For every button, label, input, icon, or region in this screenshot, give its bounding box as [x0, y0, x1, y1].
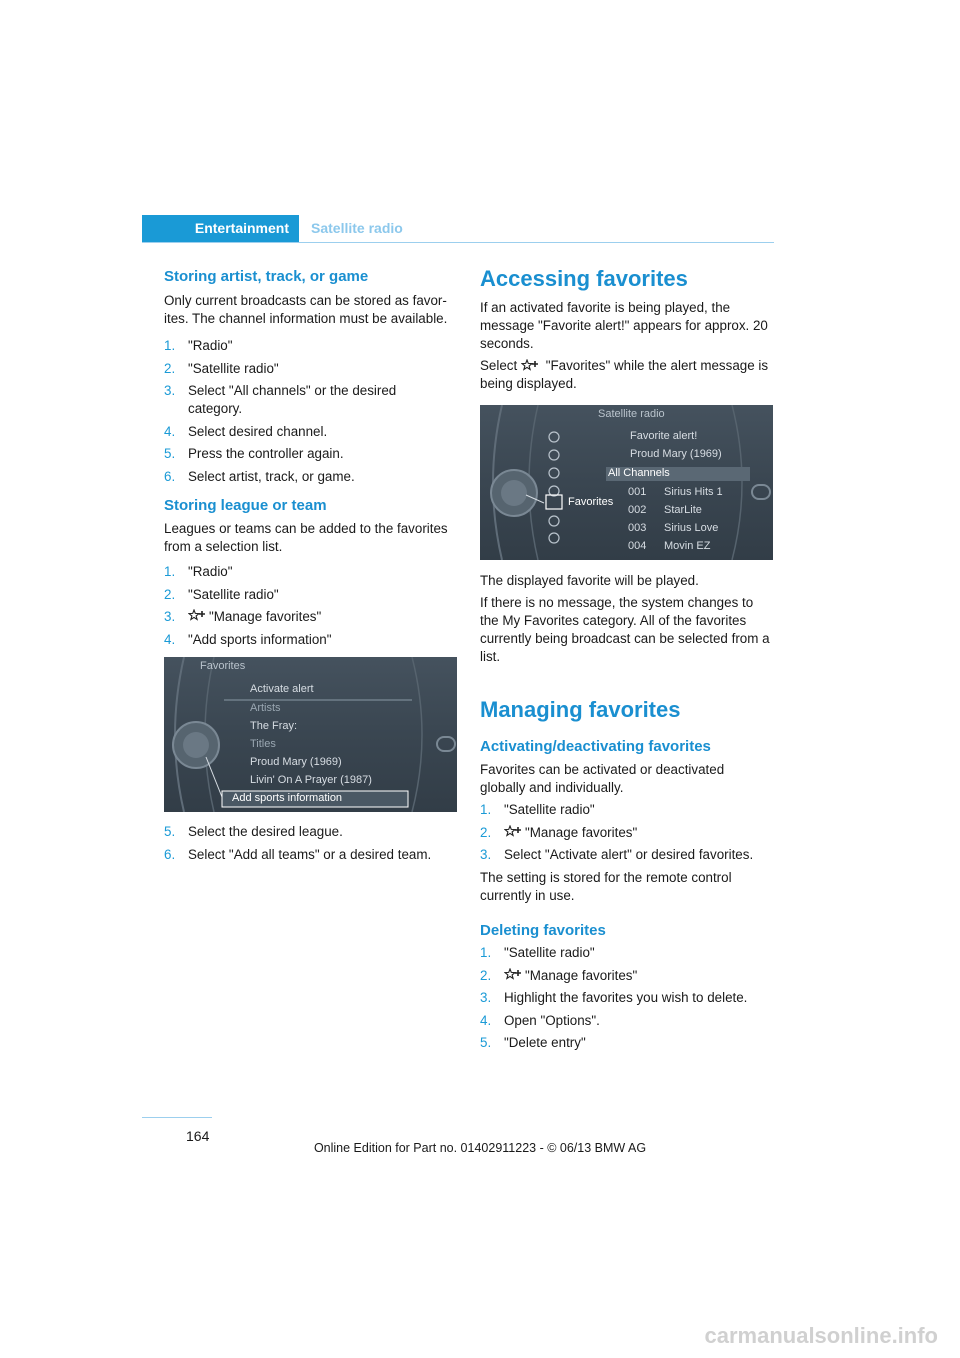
list-item: 5. Select the desired league. [164, 824, 343, 839]
list-item: 4. "Add sports information" [164, 631, 332, 647]
screen-item: Livin' On A Prayer (1987) [250, 774, 372, 786]
list-item: 4. Open "Options". [480, 1012, 600, 1028]
screen-favorites-label: Favorites [568, 496, 614, 508]
list-item: 6. Select "Add all teams" or a desired team. [164, 846, 432, 862]
satellite-radio-screen-image [480, 405, 773, 560]
screen-channel-name: Sirius Hits 1 [664, 486, 723, 498]
favorites-star-icon [504, 967, 522, 979]
heading-storing-league: Storing league or team [164, 497, 327, 514]
storing-league-steps-continued [164, 823, 464, 868]
list-item: 1. "Satellite radio" [480, 945, 595, 960]
heading-deleting: Deleting favorites [480, 922, 606, 939]
screen-item: The Fray: [250, 720, 298, 732]
screen-item: Titles [250, 738, 276, 750]
screen-channel-num: 001 [628, 486, 647, 498]
list-item: 2. "Satellite radio" [164, 586, 279, 602]
screen-item-selected: Add sports information [232, 792, 343, 804]
list-item: 4. Select desired channel. [164, 423, 328, 439]
screen-channel-name: Movin EZ [664, 540, 711, 552]
heading-activating: Activating/deactivating favorites [480, 738, 711, 755]
accessing-p4: If there is no message, the system changes to the My Favorites category. All of the favorites currently being broadcast can be selected from a list. [480, 595, 770, 664]
accessing-p2: Select "Favorites" while the alert message is being displayed. [480, 358, 769, 391]
list-item: 5. Press the controller again. [164, 446, 344, 461]
screen-title: Favorites [200, 660, 246, 672]
footer-rule [142, 1117, 212, 1118]
list-item: 3. Highlight the favorites you wish to delete. [480, 990, 748, 1005]
storing-league-steps [164, 563, 464, 653]
heading-accessing-favorites: Accessing favorites [480, 266, 688, 291]
favorites-star-icon [504, 824, 522, 836]
list-item: 3. Select "Activate alert" or desired favorites. [480, 847, 754, 862]
screen-track: Proud Mary (1969) [630, 448, 722, 460]
screen-alert: Favorite alert! [630, 430, 698, 442]
list-item: 2. "Manage favorites" [480, 824, 638, 840]
watermark: carmanualsonline.info [704, 1323, 938, 1348]
list-item: 6. Select artist, track, or game. [164, 468, 355, 484]
screen-channel-name: StarLite [664, 504, 702, 516]
screen-item: Artists [250, 702, 281, 714]
header-rule [142, 242, 774, 243]
list-item: 1. "Radio" [164, 564, 233, 579]
list-item: 3. "Manage favorites" [164, 609, 322, 624]
deleting-steps [480, 944, 772, 1057]
screen-channel-name: Sirius Love [664, 522, 719, 534]
accessing-p3: The displayed favorite will be played. [480, 573, 699, 588]
activating-intro: Favorites can be activated or deactivated globally and individually. [480, 762, 725, 795]
page-number: 164 [186, 1128, 210, 1144]
controller-graphic [480, 405, 773, 560]
section-tab: Entertainment [142, 215, 299, 242]
screen-item: Activate alert [250, 683, 314, 695]
favorites-screen-image [164, 657, 457, 812]
screen-item: Proud Mary (1969) [250, 756, 342, 768]
list-item: 1. "Satellite radio" [480, 802, 595, 817]
screen-channel-num: 003 [628, 522, 647, 534]
subsection-label: Satellite radio [311, 220, 403, 236]
list-item: 5. "Delete entry" [480, 1035, 586, 1050]
list-item: 1. "Radio" [164, 338, 233, 353]
heading-storing-artist: Storing artist, track, or game [164, 268, 369, 285]
accessing-p1: If an activated favorite is being played, the message "Favorite alert!" appears for approx. 20 seconds. [480, 300, 768, 351]
list-item: 3. Select "All channels" or the desired category. [164, 383, 397, 416]
list-item: 2. "Satellite radio" [164, 360, 279, 376]
activating-note: The setting is stored for the remote control currently in use. [480, 870, 732, 903]
screen-channel-num: 002 [628, 504, 647, 516]
favorites-star-icon [521, 358, 539, 370]
list-item: 2. "Manage favorites" [480, 967, 638, 983]
screen-all-channels: All Channels [608, 467, 670, 479]
activating-steps [480, 801, 772, 869]
heading-managing-favorites: Managing favorites [480, 697, 681, 722]
screen-channel-num: 004 [628, 540, 647, 552]
storing-league-intro: Leagues or teams can be added to the favorites from a selection list. [164, 521, 448, 554]
storing-artist-intro: Only current broadcasts can be stored as favor-ites. The channel information must be available. [164, 293, 448, 326]
storing-artist-steps [164, 337, 464, 490]
controller-graphic [164, 657, 457, 812]
favorites-star-icon [188, 608, 206, 620]
screen-title: Satellite radio [598, 408, 665, 420]
edition-line: Online Edition for Part no. 01402911223 - © 06/13 BMW AG [313, 1141, 647, 1155]
